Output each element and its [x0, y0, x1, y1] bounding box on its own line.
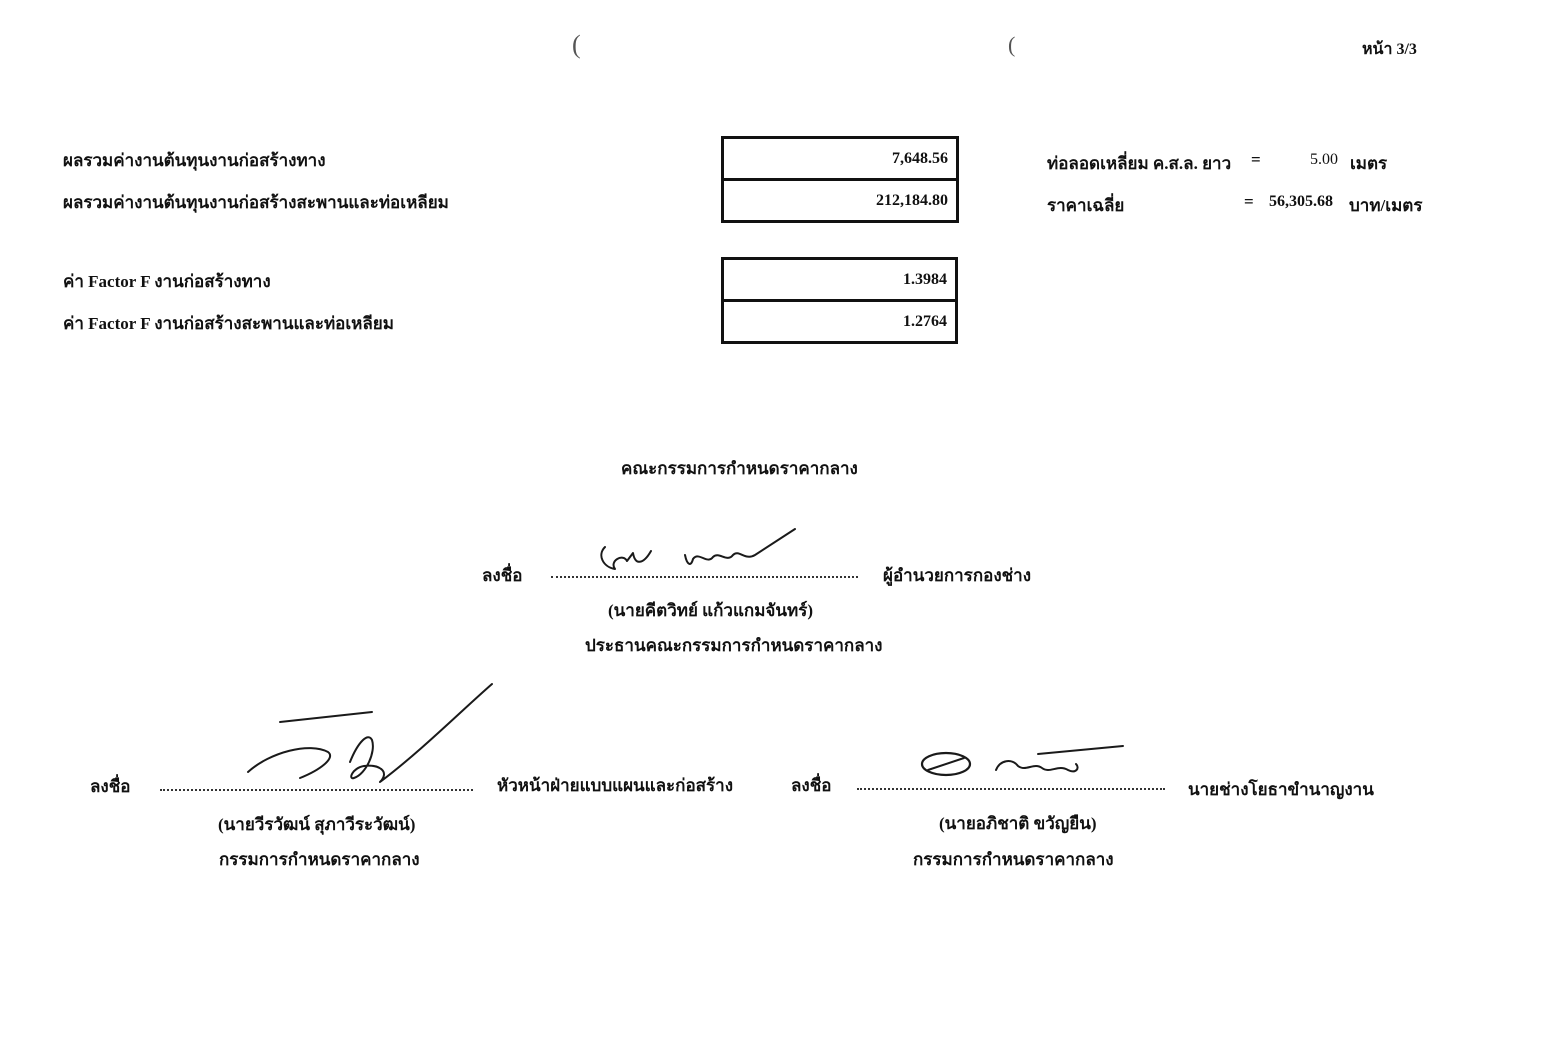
bridge-cost-value: 212,184.80 [876, 191, 948, 209]
factor-road-label: ค่า Factor F งานก่อสร้างทาง [63, 272, 271, 291]
culvert-length-label: ท่อลอดเหลี่ยม ค.ส.ล. ยาว [1047, 154, 1232, 173]
scan-mark: ( [1008, 32, 1016, 57]
chair-signature [595, 525, 805, 580]
member2-role: กรรมการกำหนดราคากลาง [913, 850, 1114, 869]
scan-mark: ( [572, 30, 581, 59]
chair-role: ประธานคณะกรรมการกำหนดราคากลาง [585, 636, 883, 655]
factor-road-box [721, 257, 958, 302]
member1-position: หัวหน้าฝ่ายแบบแผนและก่อสร้าง [497, 776, 734, 795]
avg-price-value: 56,305.68 [1269, 193, 1333, 210]
avg-price-eq: = [1244, 192, 1254, 211]
member1-name: (นายวีรวัฒน์ สุภาวีระวัฒน์) [218, 815, 416, 834]
member1-role: กรรมการกำหนดราคากลาง [219, 850, 420, 869]
member2-signature-line [857, 788, 1165, 790]
culvert-length-unit: เมตร [1350, 154, 1388, 173]
avg-price-unit: บาท/เมตร [1349, 196, 1423, 215]
member2-name: (นายอภิชาติ ขวัญยืน) [939, 814, 1097, 833]
culvert-length-value: 5.00 [1310, 151, 1338, 168]
member2-sign-label: ลงชื่อ [791, 776, 832, 795]
member1-signature [240, 682, 500, 787]
factor-bridge-label: ค่า Factor F งานก่อสร้างสะพานและท่อเหลียม [63, 314, 394, 333]
chair-sign-label: ลงชื่อ [482, 566, 523, 585]
chair-position: ผู้อำนวยการกองช่าง [883, 566, 1032, 585]
factor-road-value: 1.3984 [903, 270, 947, 288]
factor-bridge-box [721, 299, 958, 344]
bridge-cost-box [721, 178, 959, 223]
bridge-cost-label: ผลรวมค่างานต้นทุนงานก่อสร้างสะพานและท่อเหลียม [63, 193, 449, 212]
member1-sign-label: ลงชื่อ [90, 777, 131, 796]
avg-price-label: ราคาเฉลี่ย [1047, 196, 1125, 215]
chair-name: (นายคีตวิทย์ แก้วแกมจันทร์) [608, 601, 813, 620]
road-cost-value: 7,648.56 [892, 149, 948, 167]
culvert-length-eq: = [1251, 150, 1261, 169]
committee-title: คณะกรรมการกำหนดราคากลาง [621, 459, 858, 478]
member2-signature [918, 742, 1128, 782]
member2-position: นายช่างโยธาขำนาญงาน [1188, 780, 1374, 799]
factor-bridge-value: 1.2764 [903, 312, 947, 330]
member1-signature-line [160, 789, 473, 791]
page-number: หน้า 3/3 [1362, 41, 1417, 58]
road-cost-box [721, 136, 959, 181]
road-cost-label: ผลรวมค่างานต้นทุนงานก่อสร้างทาง [63, 151, 326, 170]
